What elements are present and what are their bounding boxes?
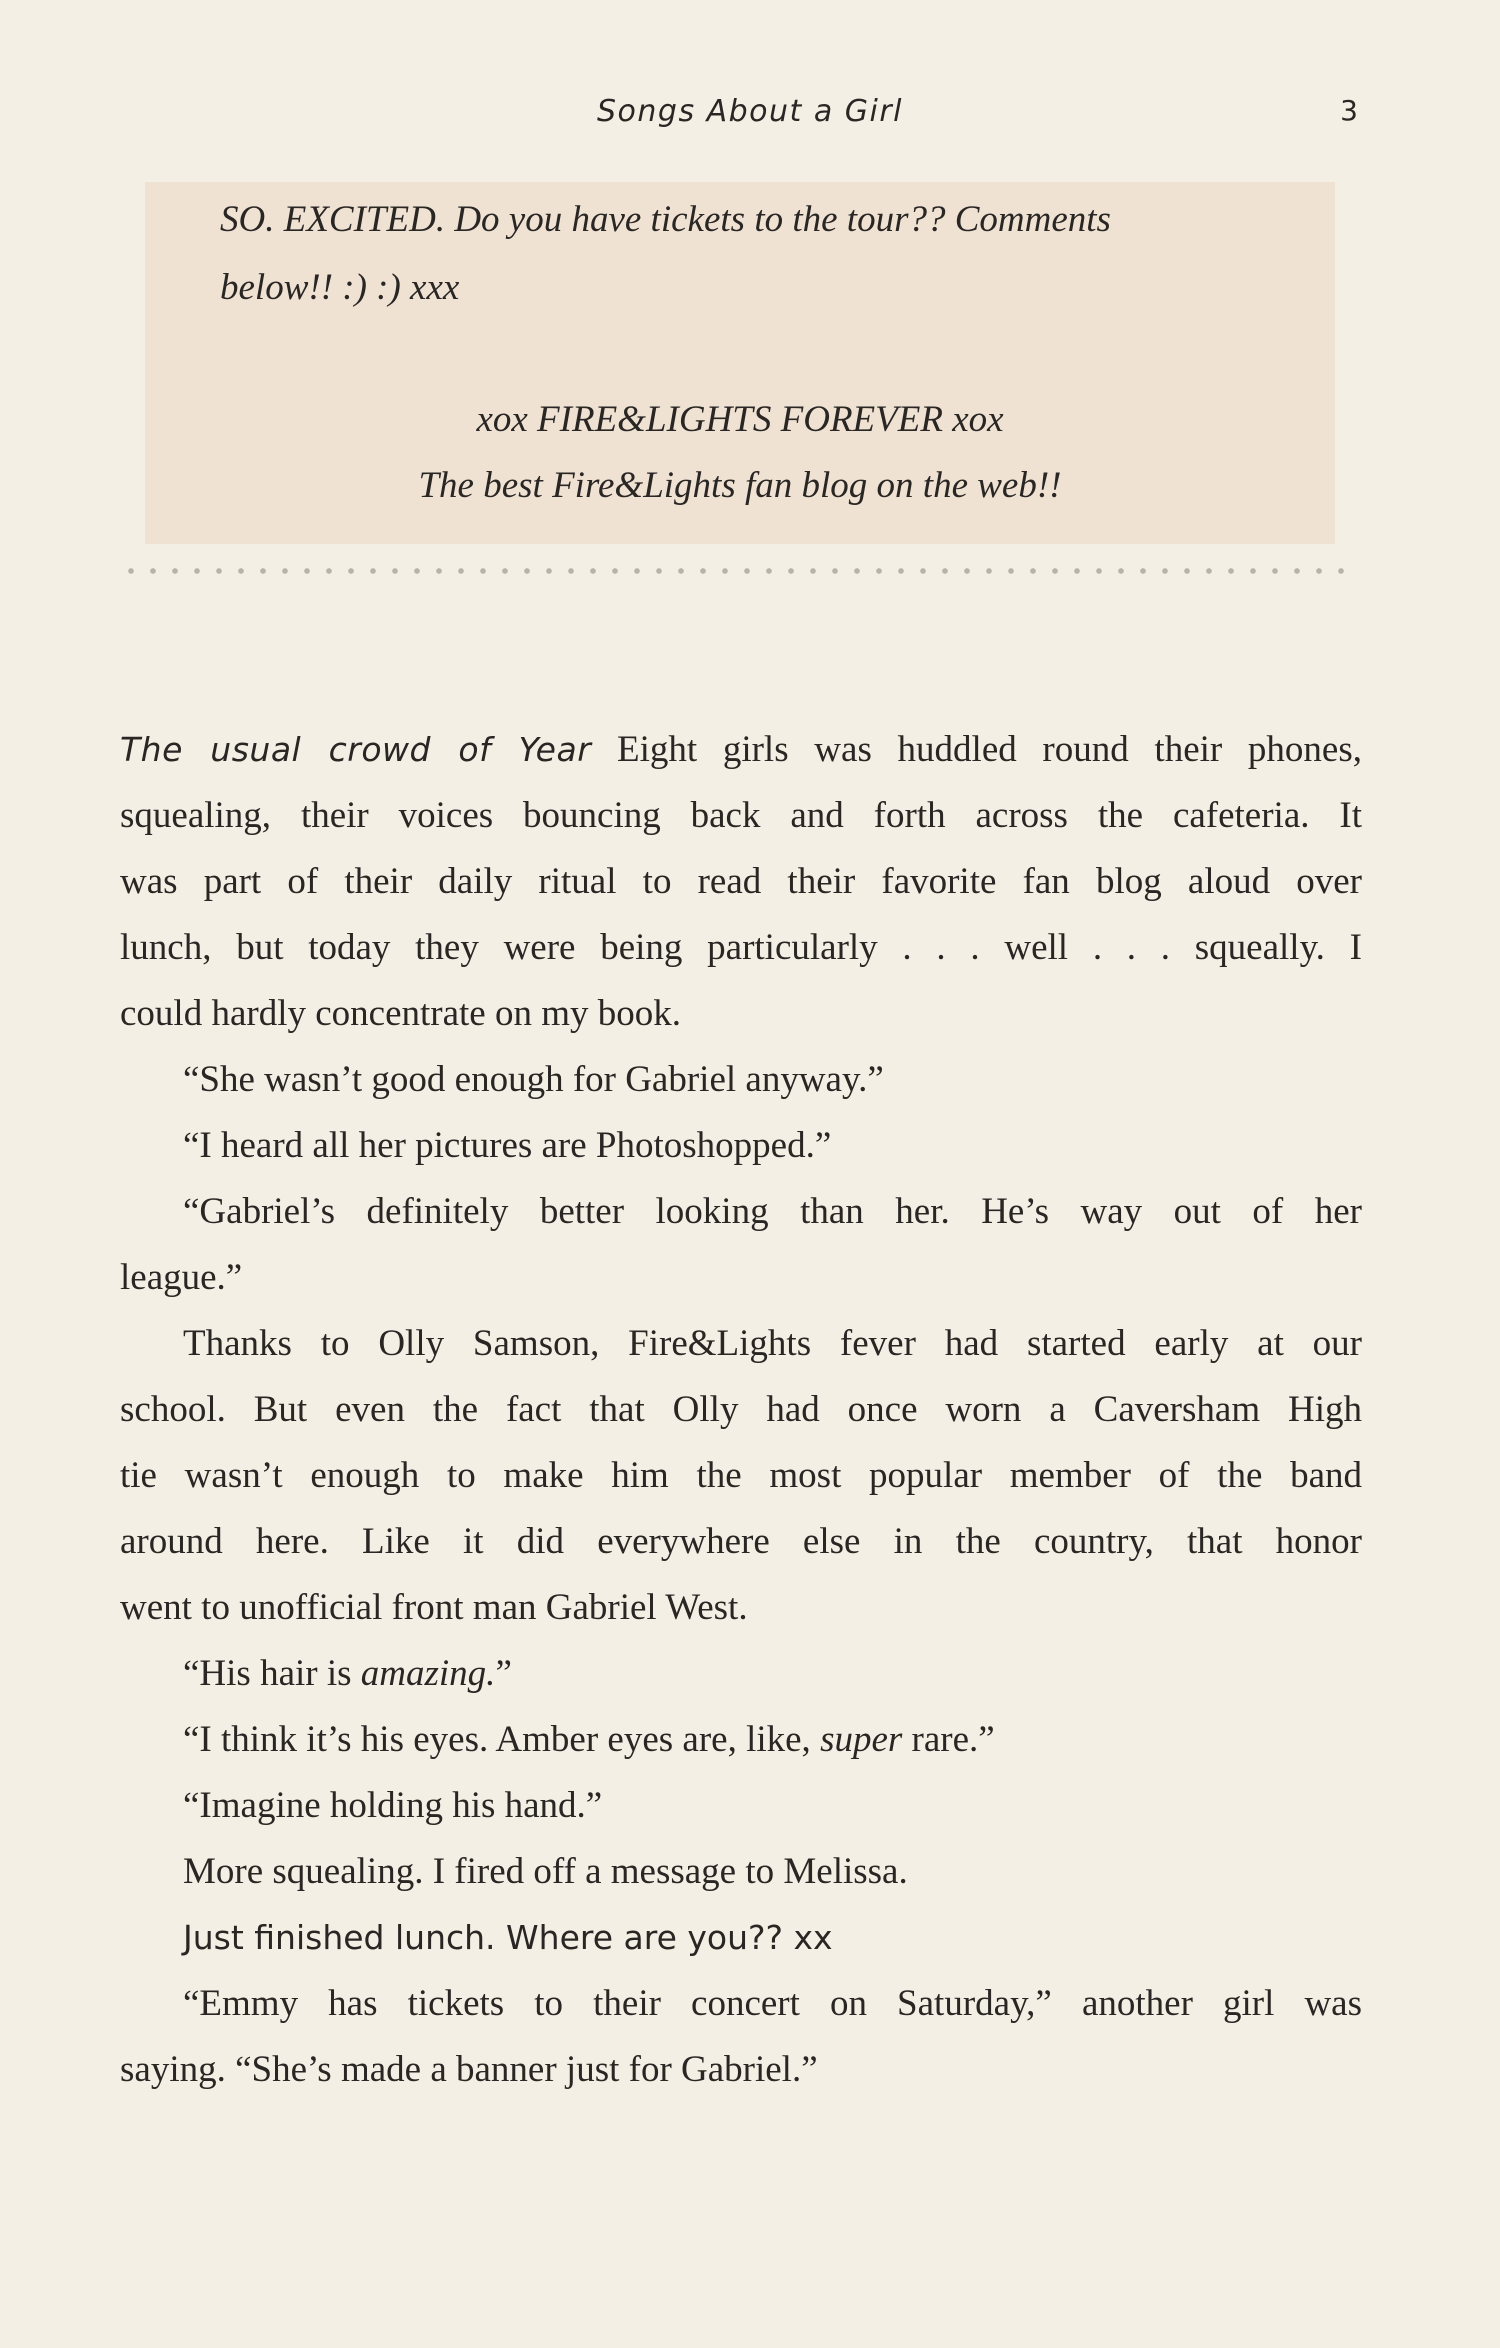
paragraph-line: The usual crowd of Year Eight girls was huddled round their phones, bbox=[120, 729, 1362, 770]
chapter-lead-in: The usual crowd of Year bbox=[120, 730, 592, 769]
blog-text-line: below!! :) :) xxx bbox=[220, 267, 460, 308]
dialogue-line: “Imagine holding his hand.” bbox=[183, 1785, 603, 1826]
dialogue-line: “Emmy has tickets to their concert on Saturday,” another girl was bbox=[183, 1983, 1362, 2024]
dialogue-line: “Gabriel’s definitely better looking than her. He’s way out of her bbox=[183, 1191, 1362, 1232]
blog-excerpt-box bbox=[145, 182, 1335, 544]
paragraph-line: tie wasn’t enough to make him the most popular member of the band bbox=[120, 1455, 1362, 1496]
page-number: 3 bbox=[1340, 94, 1358, 127]
blog-tagline: The best Fire&Lights fan blog on the web!! bbox=[418, 465, 1062, 506]
paragraph-line: around here. Like it did everywhere else in the country, that honor bbox=[120, 1521, 1362, 1562]
dotted-divider bbox=[120, 566, 1360, 576]
text-message: Just finished lunch. Where are you?? xx bbox=[183, 1918, 833, 1957]
blog-text-line: SO. EXCITED. Do you have tickets to the tour?? Comments bbox=[220, 199, 1111, 240]
paragraph-line: lunch, but today they were being particularly . . . well . . . squeally. I bbox=[120, 927, 1362, 968]
paragraph-line: school. But even the fact that Olly had once worn a Caversham High bbox=[120, 1389, 1362, 1430]
blog-signoff: xox FIRE&LIGHTS FOREVER xox bbox=[476, 399, 1004, 440]
dialogue-line: “I heard all her pictures are Photoshopped.” bbox=[183, 1125, 832, 1166]
paragraph-line: More squealing. I fired off a message to Melissa. bbox=[183, 1851, 908, 1892]
dialogue-line: league.” bbox=[120, 1257, 243, 1298]
paragraph-line: could hardly concentrate on my book. bbox=[120, 993, 681, 1034]
paragraph-line: squealing, their voices bouncing back and forth across the cafeteria. It bbox=[120, 795, 1362, 836]
running-head-title: Songs About a Girl bbox=[596, 94, 904, 129]
paragraph-line: went to unofficial front man Gabriel West. bbox=[120, 1587, 748, 1628]
paragraph-line: Thanks to Olly Samson, Fire&Lights fever had started early at our bbox=[183, 1323, 1362, 1364]
dialogue-line: “I think it’s his eyes. Amber eyes are, like, super rare.” bbox=[183, 1719, 995, 1760]
dialogue-line: “His hair is amazing.” bbox=[183, 1653, 512, 1694]
running-head bbox=[0, 88, 1500, 138]
dialogue-line: saying. “She’s made a banner just for Gabriel.” bbox=[120, 2049, 818, 2090]
paragraph-line: was part of their daily ritual to read their favorite fan blog aloud over bbox=[120, 861, 1362, 902]
dialogue-line: “She wasn’t good enough for Gabriel anyway.” bbox=[183, 1059, 884, 1100]
